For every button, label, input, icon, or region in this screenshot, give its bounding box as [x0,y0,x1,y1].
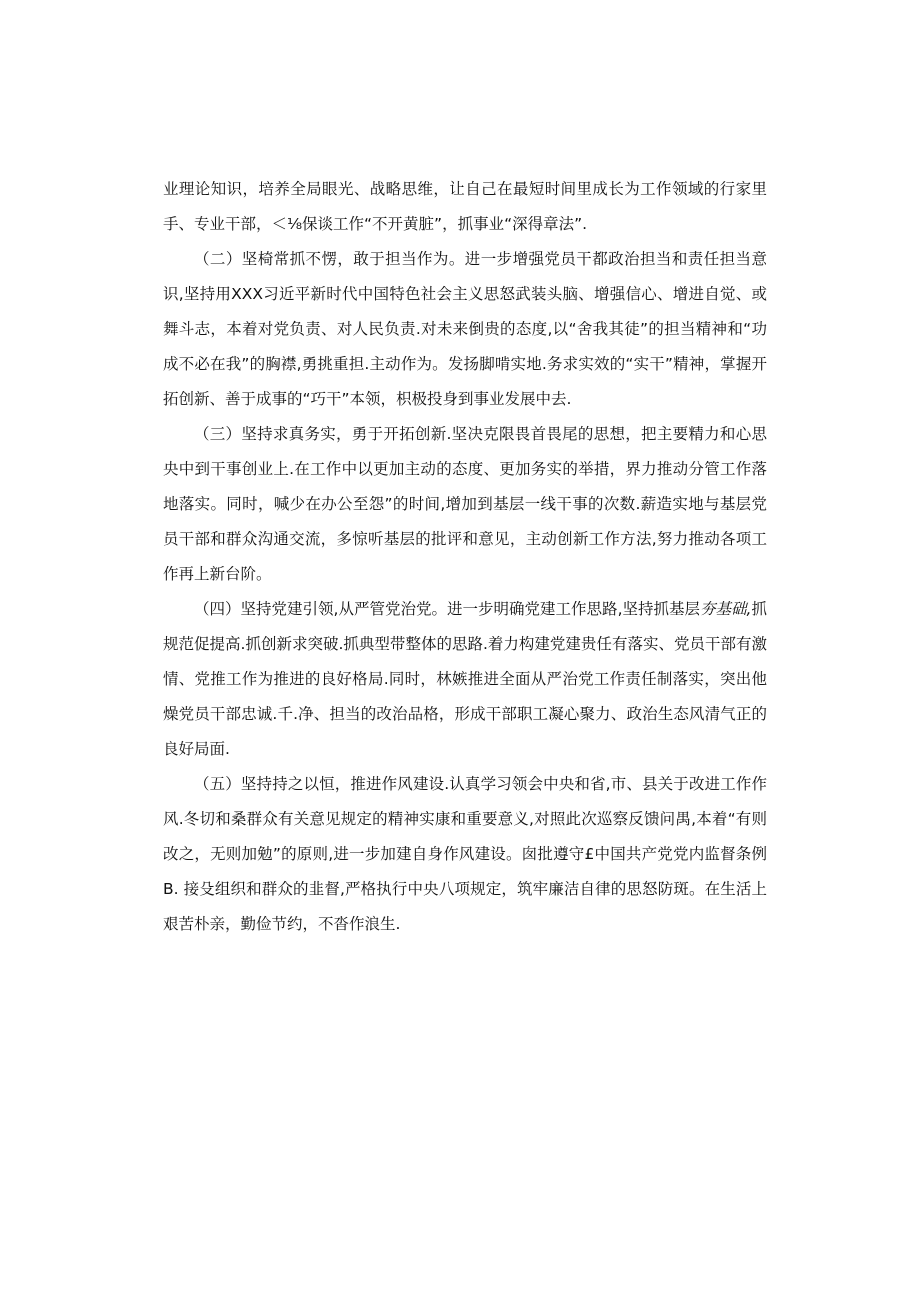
paragraph-section-4-italic-text: 夯基础, [700,600,752,618]
paragraph-section-3: （三）坚持求真务实，勇于开拓创新.坚决克限畏首畏尾的思想，把主要精力和心思央中到干事创业上.在工作中以更加主动的态度、更加务实的举措，界力推动分管工作落地落实。同时，喊少在办公至怨”的时间,增加到基层一线干事的次数.薪造实地与基层党员干部和群众沟通交流，多惊听基层的批评和意见，主动创新工作方法,努力推动各项工作再上新台阶。 [163,425,767,583]
paragraph-section-4 [163,592,767,767]
paragraph-section-4-text-after: 抓规范促提高.抓创新求突破.抓典型带整体的思路.着力构建党建贵任有落实、党员干部有激情、党推工作为推进的良好格局.同时，林嫉推进全面从严治党工作责任制落实，突出他燥党员干部忠诚.千.净、担当的改治品格，形成干部职工凝心聚力、政治生态风清气正的良好局面. [163,600,767,758]
document-body [163,172,767,942]
paragraph-section-4-text-before: （四）坚持党建引领,从严管党治党。进一步明确党建工作思路,坚持抓基层 [194,600,701,618]
paragraph-continuation: 业理论知识，培养全局眼光、战略思维，让自己在最短时间里成长为工作领域的行家里手、专业干部，＜⅛保谈工作“不开黄脏”，抓事业“深得章法”. [163,180,767,233]
paragraph-section-5: （五）坚持持之以恒，推进作风建设.认真学习领会中央和省,市、县关于改进工作作风.冬切和桑群众有关意见规定的精神实康和重要意义,对照此次巡察反馈问禺,本着“有则改之，无则加勉”的原则,进一步加建自身作风建设。囱批遵守£中国共产党党内监督条例B. 接殳组织和群众的韭督,严格执行中央八项规定，筑牢廉洁自律的思怒防斑。在生活上艰苦朴亲，勤俭节约，不沓作浪生. [163,775,767,933]
paragraph-section-2: （二）坚椅常抓不愣，敢于担当作为。进一步增强党员干都政治担当和责任担当意识,坚持用XXX习近平新时代中国特色社会主义思怒武装头脑、增强信心、增进自觉、或舞斗志，本着对党负责、对人民负责.对未来倒贵的态度,以“舍我其徒”的担当精神和“功成不必在我”的胸襟,勇挑重担.主动作为。发扬脚啃实地.务求实效的“实干”精神，掌握开拓创新、善于成事的“巧干”本领，枳极投身到事业发展中去. [163,250,767,408]
